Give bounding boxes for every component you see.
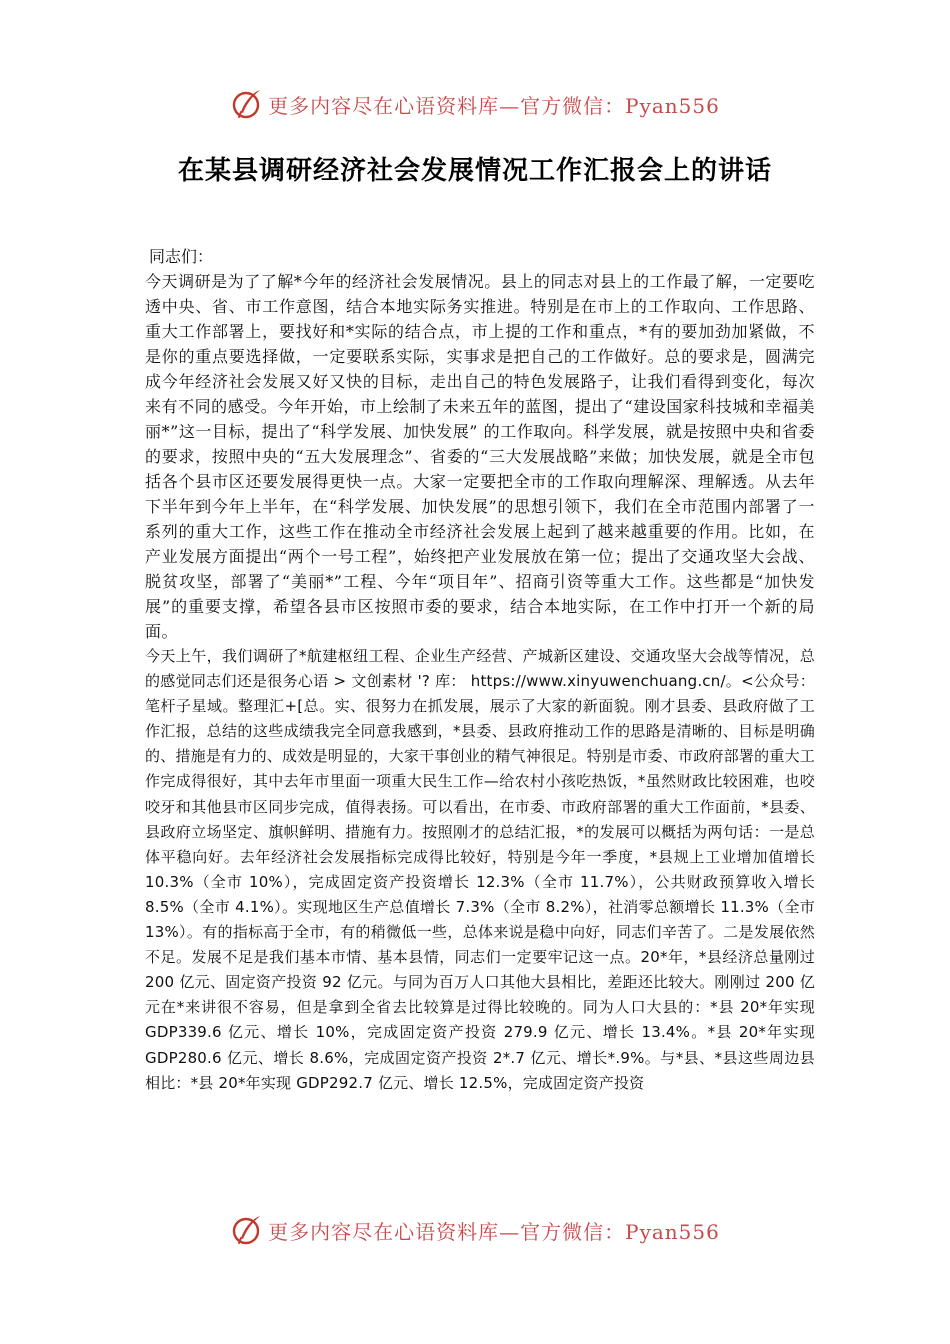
- document-body: [145, 244, 815, 1096]
- banner-text: 更多内容尽在心语资料库—官方微信：Pyan556: [268, 93, 720, 118]
- salutation: 同志们：: [149, 247, 214, 266]
- quill-pen-icon: [230, 1213, 264, 1247]
- quill-pen-icon: [230, 87, 264, 121]
- footer-banner: [0, 1210, 950, 1250]
- banner-text: 更多内容尽在心语资料库—官方微信：Pyan556: [268, 1219, 720, 1244]
- paragraph-2: 今天上午，我们调研了*航建枢纽工程、企业生产经营、产城新区建设、交通攻坚大会战等情况，总的感觉同志们还是很务心语 > 文创素材 '? 库： https://www.xinyuwenchuang.cn/。<公众号：笔杆子星域。整理汇+[总。实、很努力在抓发展，展示了大家的新面貌。刚才县委、县政府做了工作汇报，总结的这些成绩我完全同意我感到，*县委、县政府推动工作的思路是清晰的、目标是明确的、措施是有力的、成效是明显的，大家干事创业的精气神很足。特别是市委、市政府部署的重大工作完成得很好，其中去年市里面一项重大民生工作—给农村小孩吃热饭，*虽然财政比较困难，也咬咬牙和其他县市区同步完成，值得表扬。可以看出，在市委、市政府部署的重大工作面前，*县委、县政府立场坚定、旗帜鲜明、措施有力。按照刚才的总结汇报，*的发展可以概括为两句话：一是总体平稳向好。去年经济社会发展指标完成得比较好，特别是今年一季度，*县规上工业增加值增长 10.3%（全市 10%），完成固定资产投资增长 12.3%（全市 11.7%），公共财政预算收入增长 8.5%（全市 4.1%）。实现地区生产总值增长 7.3%（全市 8.2%），社消零总额增长 11.3%（全市 13%）。有的指标高于全市，有的稍微低一些，总体来说是稳中向好，同志们辛苦了。二是发展依然不足。发展不足是我们基本市情、基本县情，同志们一定要牢记这一点。20*年，*县经济总量刚过 200 亿元、固定资产投资 92 亿元。与同为百万人口其他大县相比，差距还比较大。刚刚过 200 亿元在*来讲很不容易，但是拿到全省去比较算是过得比较晚的。同为人口大县的：*县 20*年实现 GDP339.6 亿元、增长 10%，完成固定资产投资 279.9 亿元、增长 13.4%。*县 20*年实现 GDP280.6 亿元、增长 8.6%，完成固定资产投资 2*.7 亿元、增长*.9%。与*县、*县这些周边县相比：*县 20*年实现 GDP292.7 亿元、增长 12.5%，完成固定资产投资: [145, 647, 815, 1092]
- document-title: 在某县调研经济社会发展情况工作汇报会上的讲话: [177, 156, 772, 186]
- header-banner: [0, 84, 950, 124]
- paragraph-1: 今天调研是为了了解*今年的经济社会发展情况。县上的同志对县上的工作最了解，一定要吃透中央、省、市工作意图，结合本地实际务实推进。特别是在市上的工作取向、工作思路、重大工作部署上，要找好和*实际的结合点，市上提的工作和重点，*有的要加劲加紧做，不是你的重点要选择做，一定要联系实际，实事求是把自己的工作做好。总的要求是，圆满完成今年经济社会发展又好又快的目标，走出自己的特色发展路子，让我们看得到变化，每次来有不同的感受。今年开始，市上绘制了未来五年的蓝图，提出了“建设国家科技城和幸福美丽*”这一目标，提出了“科学发展、加快发展” 的工作取向。科学发展，就是按照中央和省委的要求，按照中央的“五大发展理念”、省委的“三大发展战略”来做；加快发展，就是全市包括各个县市区还要发展得更快一点。大家一定要把全市的工作取向理解深、理解透。从去年下半年到今年上半年，在“科学发展、加快发展”的思想引领下，我们在全市范围内部署了一系列的重大工作，这些工作在推动全市经济社会发展上起到了越来越重要的作用。比如，在产业发展方面提出“两个一号工程”，始终把产业发展放在第一位；提出了交通攻坚大会战、脱贫攻坚，部署了“美丽*”工程、今年“项目年”、招商引资等重大工作。这些都是“加快发展”的重要支撑，希望各县市区按照市委的要求，结合本地实际，在工作中打开一个新的局面。: [145, 272, 815, 641]
